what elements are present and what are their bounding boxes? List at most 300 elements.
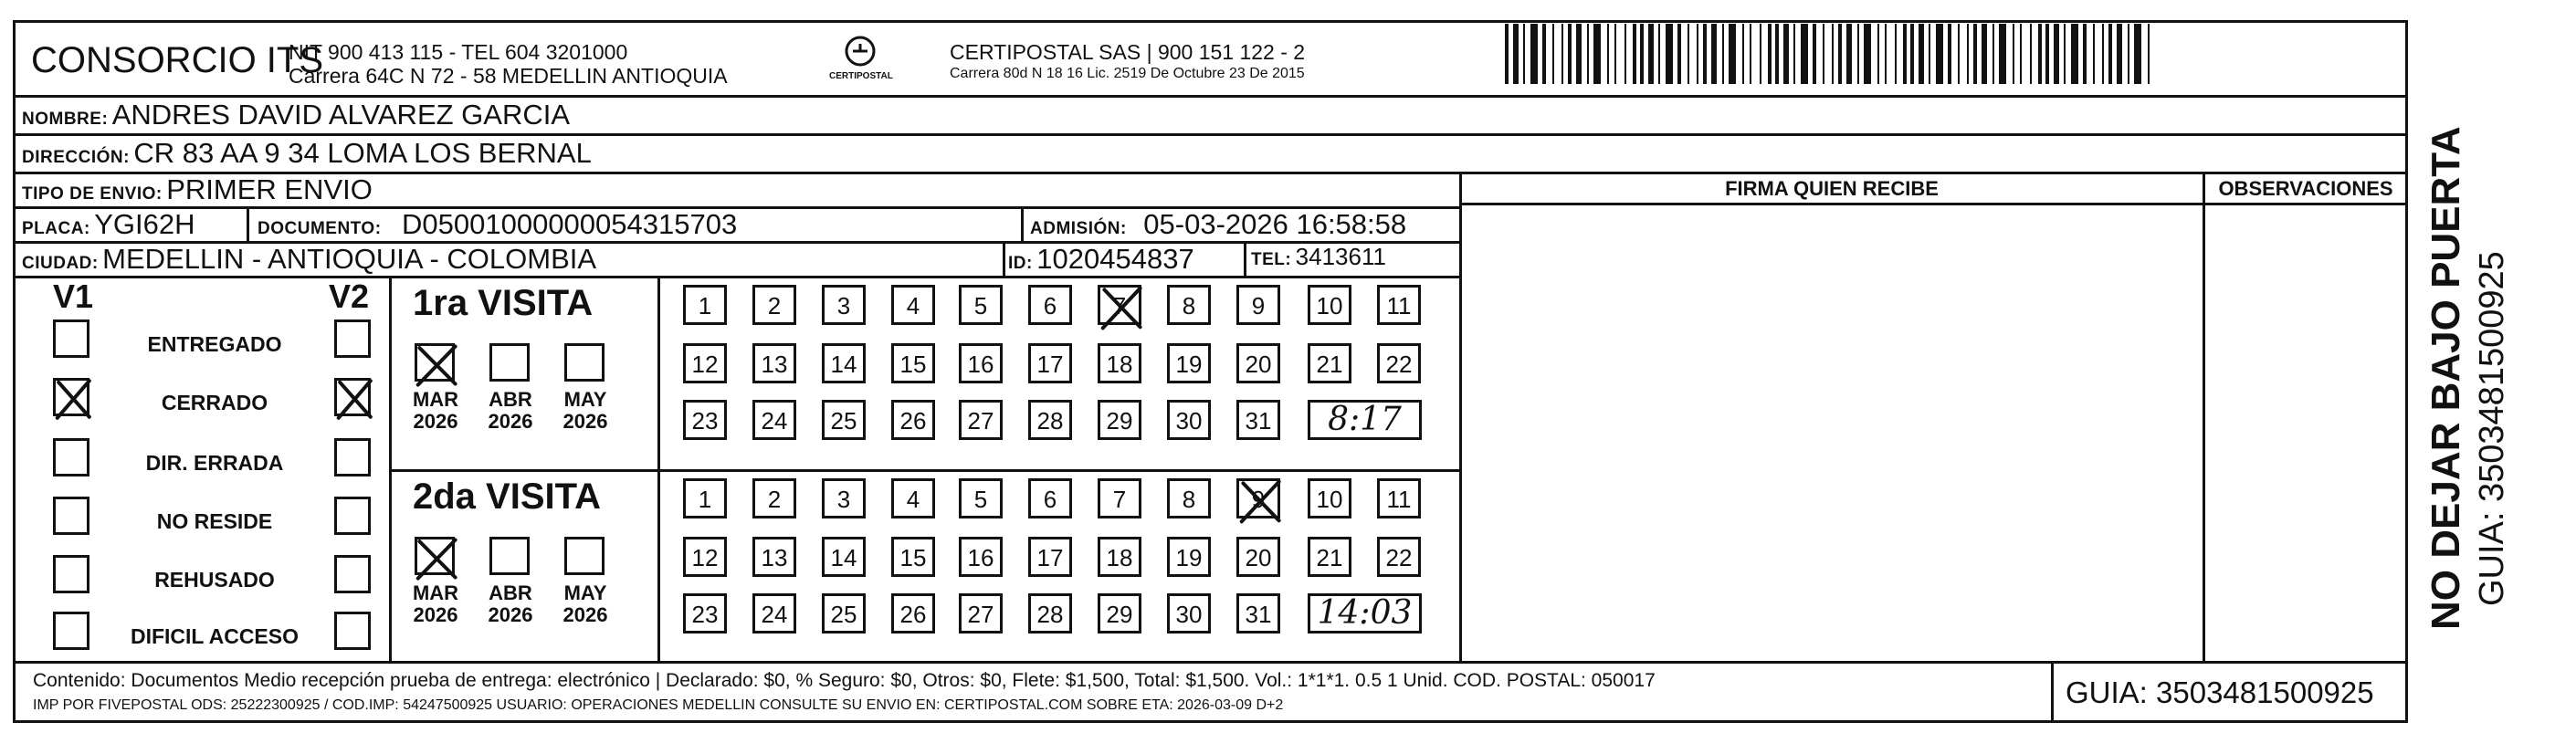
month-checkbox[interactable] bbox=[564, 343, 605, 382]
day-number: 3 bbox=[836, 486, 851, 513]
day-number: 4 bbox=[906, 292, 920, 319]
handwritten-time: 8:17 bbox=[1308, 400, 1422, 440]
day-number: 1 bbox=[698, 486, 712, 513]
cell-divider bbox=[1003, 241, 1005, 278]
nombre-value: ANDRES DAVID ALVAREZ GARCIA bbox=[111, 99, 571, 131]
day-box[interactable] bbox=[752, 285, 796, 325]
header-divider bbox=[13, 95, 2408, 98]
day-box[interactable] bbox=[1028, 400, 1072, 440]
day-number: 30 bbox=[1175, 601, 1203, 628]
check-mark-icon bbox=[1235, 476, 1287, 527]
barcode-bar bbox=[1513, 24, 1519, 84]
barcode-bar bbox=[1768, 24, 1772, 84]
day-box[interactable] bbox=[752, 400, 796, 440]
day-number: 9 bbox=[1251, 292, 1266, 319]
day-number: 31 bbox=[1245, 601, 1272, 628]
footer-line1: Contenido: Documentos Medio recepción prueba de entrega: electrónico | Declarado: $0, % Seguro: $0, Otros: $0, Flete: $1,500, Total: $1,500. Vol.: 1*1*1. 0.5 1 Unid. COD. POSTAL: 050017 bbox=[33, 670, 1656, 691]
day-number: 28 bbox=[1036, 407, 1064, 435]
v1-checkbox[interactable] bbox=[53, 438, 89, 476]
day-box[interactable] bbox=[1236, 400, 1280, 440]
barcode-bar bbox=[2071, 24, 2078, 84]
day-number: 11 bbox=[1386, 292, 1412, 319]
barcode-bar bbox=[2013, 24, 2014, 84]
barcode-bar bbox=[1624, 24, 1626, 84]
month-year: 2026 bbox=[488, 410, 533, 433]
barcode-bar bbox=[1885, 24, 1887, 84]
v2-checkbox[interactable] bbox=[334, 438, 371, 476]
tipo-value: PRIMER ENVIO bbox=[166, 173, 373, 205]
col-divider bbox=[1459, 172, 1462, 663]
day-number: 14 bbox=[830, 351, 857, 378]
firma-header: FIRMA QUIEN RECIBE bbox=[1725, 177, 1939, 200]
day-box[interactable] bbox=[959, 400, 1003, 440]
day-number: 21 bbox=[1316, 351, 1343, 378]
handwritten-time: 14:03 bbox=[1308, 593, 1422, 634]
barcode-bar bbox=[1640, 24, 1644, 84]
day-box[interactable] bbox=[959, 537, 1003, 577]
month-name: MAR bbox=[412, 581, 459, 604]
company-line2: Carrera 64C N 72 - 58 MEDELLIN ANTIOQUIA bbox=[289, 64, 728, 88]
month-name: MAR bbox=[412, 388, 459, 411]
day-number: 29 bbox=[1106, 601, 1133, 628]
id-row bbox=[1008, 243, 1194, 276]
day-number: 5 bbox=[973, 486, 988, 513]
status-label: DIR. ERRADA bbox=[145, 451, 284, 475]
day-number: 13 bbox=[761, 351, 788, 378]
barcode-bar bbox=[1929, 24, 1930, 84]
day-box[interactable] bbox=[752, 343, 796, 383]
no-dejar-bajo-puerta: NO DEJAR BAJO PUERTA bbox=[2424, 126, 2468, 630]
day-box[interactable] bbox=[822, 343, 866, 383]
visit2-title: 2da VISITA bbox=[413, 476, 601, 517]
v1-checkbox[interactable] bbox=[53, 497, 89, 535]
day-number: 22 bbox=[1385, 351, 1413, 378]
day-box[interactable] bbox=[1098, 478, 1141, 518]
barcode-bar bbox=[1750, 24, 1751, 84]
direccion-value: CR 83 AA 9 34 LOMA LOS BERNAL bbox=[133, 137, 592, 169]
barcode-bar bbox=[2045, 24, 2049, 84]
barcode-bar bbox=[1552, 24, 1554, 84]
cell-divider bbox=[1021, 206, 1024, 243]
barcode-bar bbox=[1838, 24, 1842, 84]
barcode-bar bbox=[2108, 24, 2112, 84]
day-box[interactable] bbox=[1028, 285, 1072, 325]
company-line1: NIT 900 413 115 - TEL 604 3201000 bbox=[289, 40, 628, 64]
tel-label: TEL: bbox=[1251, 250, 1292, 269]
barcode-bar bbox=[1967, 24, 1969, 84]
day-number: 12 bbox=[691, 544, 719, 571]
day-box[interactable] bbox=[1236, 478, 1280, 518]
ciudad-label: CIUDAD: bbox=[22, 254, 99, 273]
barcode-bar bbox=[2128, 24, 2129, 84]
day-number: 14 bbox=[830, 544, 857, 571]
day-box[interactable] bbox=[891, 343, 935, 383]
day-number: 28 bbox=[1036, 601, 1064, 628]
check-mark-icon bbox=[1097, 282, 1148, 333]
barcode-bar bbox=[2148, 24, 2150, 84]
month-checkbox[interactable] bbox=[489, 537, 530, 575]
check-mark-icon bbox=[412, 534, 463, 583]
col-head-divider bbox=[1459, 203, 2408, 205]
v1-heading: V1 bbox=[53, 278, 94, 315]
barcode-bar bbox=[2054, 24, 2059, 84]
ciudad-row bbox=[22, 243, 596, 276]
day-number: 26 bbox=[899, 601, 927, 628]
day-box[interactable] bbox=[822, 593, 866, 634]
day-number: 18 bbox=[1106, 544, 1133, 571]
month-checkbox[interactable] bbox=[489, 343, 530, 382]
day-number: 19 bbox=[1175, 544, 1203, 571]
day-box[interactable] bbox=[683, 478, 727, 518]
barcode-bar bbox=[1561, 24, 1563, 84]
day-box[interactable] bbox=[959, 343, 1003, 383]
day-box[interactable] bbox=[1167, 285, 1211, 325]
day-box[interactable] bbox=[822, 285, 866, 325]
admision-row bbox=[1030, 208, 1406, 241]
day-number: 25 bbox=[830, 601, 857, 628]
tipo-row bbox=[22, 173, 373, 206]
status-label: ENTREGADO bbox=[147, 332, 282, 356]
day-box[interactable] bbox=[683, 285, 727, 325]
barcode-bar bbox=[1648, 24, 1654, 84]
barcode-bar bbox=[1658, 24, 1660, 84]
documento-label: DOCUMENTO: bbox=[258, 219, 382, 238]
day-box[interactable] bbox=[1236, 343, 1280, 383]
ciudad-value: MEDELLIN - ANTIOQUIA - COLOMBIA bbox=[102, 243, 597, 275]
day-box[interactable] bbox=[1308, 478, 1351, 518]
barcode-bar bbox=[1697, 24, 1698, 84]
day-box[interactable] bbox=[1028, 478, 1072, 518]
day-box[interactable] bbox=[683, 343, 727, 383]
day-number: 11 bbox=[1386, 486, 1412, 513]
day-box[interactable] bbox=[1308, 537, 1351, 577]
status-label: NO RESIDE bbox=[156, 509, 273, 533]
day-box[interactable] bbox=[1236, 593, 1280, 634]
barcode-bar bbox=[1999, 24, 2006, 84]
company-name: CONSORCIO ITS bbox=[31, 40, 324, 80]
barcode-bar bbox=[2134, 24, 2141, 84]
barcode-bar bbox=[1793, 24, 1795, 84]
day-box[interactable] bbox=[891, 478, 935, 518]
v2-checkbox[interactable] bbox=[334, 378, 371, 416]
month-label bbox=[404, 582, 468, 626]
barcode-bar bbox=[1948, 24, 1951, 84]
day-number: 16 bbox=[967, 544, 994, 571]
day-box[interactable] bbox=[1098, 537, 1141, 577]
day-box[interactable] bbox=[1377, 537, 1421, 577]
certipostal-logo bbox=[829, 35, 893, 89]
day-number: 9 bbox=[1251, 486, 1266, 513]
barcode-bar bbox=[1593, 24, 1601, 84]
day-number: 15 bbox=[899, 351, 927, 378]
barcode-bar bbox=[1607, 24, 1609, 84]
month-checkbox[interactable] bbox=[564, 537, 605, 575]
day-number: 8 bbox=[1182, 486, 1196, 513]
day-number: 8 bbox=[1182, 292, 1196, 319]
month-label bbox=[553, 389, 617, 433]
barcode-bar bbox=[1775, 24, 1779, 84]
day-box[interactable] bbox=[1236, 537, 1280, 577]
row-divider bbox=[13, 133, 2408, 136]
check-mark-icon bbox=[52, 375, 96, 423]
day-box[interactable] bbox=[1028, 537, 1072, 577]
day-box[interactable] bbox=[1167, 400, 1211, 440]
id-value: 1020454837 bbox=[1036, 243, 1194, 275]
day-box[interactable] bbox=[1167, 537, 1211, 577]
logo-icon bbox=[835, 35, 886, 71]
barcode-bar bbox=[1857, 24, 1859, 84]
direccion-row bbox=[22, 137, 592, 170]
day-box[interactable] bbox=[891, 593, 935, 634]
carrier-line2: Carrera 80d N 18 16 Lic. 2519 De Octubre 23 De 2015 bbox=[950, 66, 1305, 81]
barcode-bar bbox=[1703, 24, 1707, 84]
month-label bbox=[404, 389, 468, 433]
visit1-title: 1ra VISITA bbox=[413, 283, 594, 323]
barcode-bar bbox=[1666, 24, 1673, 84]
v2-checkbox[interactable] bbox=[334, 612, 371, 650]
barcode-bar bbox=[1633, 24, 1636, 84]
nombre-row bbox=[22, 99, 570, 131]
day-number: 27 bbox=[967, 601, 994, 628]
status-label: REHUSADO bbox=[154, 568, 275, 592]
day-box[interactable] bbox=[1028, 343, 1072, 383]
day-box[interactable] bbox=[1236, 285, 1280, 325]
day-box[interactable] bbox=[1098, 400, 1141, 440]
day-box[interactable] bbox=[1098, 593, 1141, 634]
day-number: 10 bbox=[1316, 292, 1343, 319]
barcode-bar bbox=[1877, 24, 1879, 84]
day-number: 12 bbox=[691, 351, 719, 378]
day-number: 7 bbox=[1112, 486, 1127, 513]
firma-area[interactable] bbox=[1463, 206, 2201, 661]
month-year: 2026 bbox=[413, 603, 458, 626]
day-number: 21 bbox=[1316, 544, 1343, 571]
day-number: 10 bbox=[1316, 486, 1343, 513]
barcode-bar bbox=[2102, 24, 2104, 84]
barcode-bar bbox=[1919, 24, 1924, 84]
admision-value: 05-03-2026 16:58:58 bbox=[1143, 208, 1407, 240]
day-number: 7 bbox=[1112, 292, 1127, 319]
barcode-bar bbox=[1903, 24, 1907, 84]
documento-row bbox=[258, 208, 737, 241]
barcode-bar bbox=[1813, 24, 1816, 84]
barcode-bar bbox=[1614, 24, 1616, 84]
status-label: CERRADO bbox=[161, 391, 268, 414]
barcode bbox=[1505, 24, 2155, 84]
documento-value: D05001000000054315703 bbox=[402, 208, 738, 240]
day-number: 16 bbox=[967, 351, 994, 378]
placa-value: YGI62H bbox=[94, 208, 195, 240]
barcode-bar bbox=[1982, 24, 1987, 84]
month-year: 2026 bbox=[563, 603, 608, 626]
barcode-bar bbox=[1801, 24, 1808, 84]
barcode-bar bbox=[1832, 24, 1834, 84]
day-number: 2 bbox=[767, 486, 782, 513]
day-box[interactable] bbox=[959, 593, 1003, 634]
day-box[interactable] bbox=[1377, 343, 1421, 383]
v1-checkbox[interactable] bbox=[53, 555, 89, 593]
day-number: 5 bbox=[973, 292, 988, 319]
month-year: 2026 bbox=[488, 603, 533, 626]
nombre-label: NOMBRE: bbox=[22, 110, 109, 129]
month-year: 2026 bbox=[413, 410, 458, 433]
logo-caption: CERTIPOSTAL bbox=[829, 71, 893, 81]
day-box[interactable] bbox=[959, 478, 1003, 518]
day-number: 25 bbox=[830, 407, 857, 435]
barcode-bar bbox=[1973, 24, 1977, 84]
day-number: 17 bbox=[1036, 544, 1064, 571]
day-number: 31 bbox=[1245, 407, 1272, 435]
side-guia: GUIA: 3503481500925 bbox=[2473, 251, 2511, 606]
v1-checkbox[interactable] bbox=[53, 319, 89, 358]
placa-label: PLACA: bbox=[22, 219, 90, 238]
day-box[interactable] bbox=[891, 400, 935, 440]
day-number: 1 bbox=[698, 292, 712, 319]
month-year: 2026 bbox=[563, 410, 608, 433]
day-box[interactable] bbox=[1308, 343, 1351, 383]
day-box[interactable] bbox=[683, 537, 727, 577]
day-number: 19 bbox=[1175, 351, 1203, 378]
barcode-bar bbox=[1688, 24, 1689, 84]
month-name: ABR bbox=[489, 388, 532, 411]
barcode-bar bbox=[1711, 24, 1717, 84]
barcode-bar bbox=[1722, 24, 1724, 84]
day-box[interactable] bbox=[752, 478, 796, 518]
barcode-bar bbox=[1742, 24, 1744, 84]
tel-row bbox=[1251, 243, 1386, 271]
barcode-bar bbox=[2064, 24, 2066, 84]
day-box[interactable] bbox=[1167, 593, 1211, 634]
v2-checkbox[interactable] bbox=[334, 497, 371, 535]
v1-checkbox[interactable] bbox=[53, 612, 89, 650]
day-box[interactable] bbox=[752, 593, 796, 634]
barcode-bar bbox=[1523, 24, 1525, 84]
barcode-bar bbox=[1846, 24, 1852, 84]
observaciones-header: OBSERVACIONES bbox=[2218, 177, 2393, 200]
barcode-bar bbox=[1576, 24, 1582, 84]
admision-label: ADMISIÓN: bbox=[1030, 219, 1127, 238]
observaciones-area[interactable] bbox=[2206, 206, 2405, 661]
day-number: 3 bbox=[836, 292, 851, 319]
guia-number: GUIA: 3503481500925 bbox=[2066, 675, 2374, 709]
placa-row bbox=[22, 208, 195, 241]
barcode-bar bbox=[2093, 24, 2095, 84]
barcode-bar bbox=[1760, 24, 1761, 84]
day-number: 22 bbox=[1385, 544, 1413, 571]
day-number: 15 bbox=[899, 544, 927, 571]
day-number: 17 bbox=[1036, 351, 1064, 378]
barcode-bar bbox=[2083, 24, 2087, 84]
footer-line2: IMP POR FIVEPOSTAL ODS: 25222300925 / COD.IMP: 54247500925 USUARIO: OPERACIONES MEDELLIN CONSULTE SU ENVIO EN: CERTIPOSTAL.COM SOBRE ETA: 2026-03-09 D+2 bbox=[33, 697, 1284, 713]
day-number: 20 bbox=[1245, 351, 1272, 378]
month-label bbox=[478, 582, 542, 626]
v2-checkbox[interactable] bbox=[334, 319, 371, 358]
barcode-bar bbox=[1729, 24, 1736, 84]
month-name: MAY bbox=[563, 581, 607, 604]
day-box[interactable] bbox=[683, 593, 727, 634]
month-name: MAY bbox=[563, 388, 607, 411]
barcode-bar bbox=[1505, 24, 1509, 84]
barcode-bar bbox=[1992, 24, 1994, 84]
col-divider bbox=[2203, 172, 2205, 663]
day-number: 23 bbox=[691, 407, 719, 435]
barcode-bar bbox=[2117, 24, 2122, 84]
id-label: ID: bbox=[1008, 254, 1033, 273]
barcode-bar bbox=[1542, 24, 1546, 84]
day-box[interactable] bbox=[1377, 285, 1421, 325]
day-box[interactable] bbox=[1028, 593, 1072, 634]
barcode-bar bbox=[1823, 24, 1824, 84]
month-label bbox=[478, 389, 542, 433]
day-box[interactable] bbox=[1167, 343, 1211, 383]
carrier-line1: CERTIPOSTAL SAS | 900 151 122 - 2 bbox=[950, 40, 1306, 64]
day-number: 6 bbox=[1043, 486, 1057, 513]
day-number: 24 bbox=[761, 407, 788, 435]
day-box[interactable] bbox=[1377, 478, 1421, 518]
day-box[interactable] bbox=[822, 400, 866, 440]
barcode-bar bbox=[1568, 24, 1572, 84]
barcode-bar bbox=[1587, 24, 1589, 84]
direccion-label: DIRECCIÓN: bbox=[22, 148, 130, 167]
barcode-bar bbox=[1958, 24, 1960, 84]
v1-checkbox[interactable] bbox=[53, 378, 89, 416]
day-number: 29 bbox=[1106, 407, 1133, 435]
barcode-bar bbox=[1936, 24, 1943, 84]
barcode-bar bbox=[2030, 24, 2032, 84]
month-checkbox[interactable] bbox=[415, 537, 455, 575]
check-mark-icon bbox=[333, 375, 377, 423]
day-box[interactable] bbox=[822, 537, 866, 577]
day-box[interactable] bbox=[1308, 285, 1351, 325]
cell-divider bbox=[1244, 241, 1246, 278]
barcode-bar bbox=[1783, 24, 1789, 84]
day-number: 30 bbox=[1175, 407, 1203, 435]
day-number: 24 bbox=[761, 601, 788, 628]
status-label: DIFICIL ACCESO bbox=[130, 624, 299, 648]
v2-heading: V2 bbox=[329, 278, 370, 315]
footer-divider bbox=[13, 661, 2408, 664]
day-number: 26 bbox=[899, 407, 927, 435]
barcode-bar bbox=[2020, 24, 2022, 84]
day-number: 23 bbox=[691, 601, 719, 628]
barcode-bar bbox=[1677, 24, 1681, 84]
day-box[interactable] bbox=[1098, 343, 1141, 383]
day-box[interactable] bbox=[891, 537, 935, 577]
day-box[interactable] bbox=[959, 285, 1003, 325]
barcode-bar bbox=[2038, 24, 2042, 84]
day-number: 18 bbox=[1106, 351, 1133, 378]
barcode-bar bbox=[1910, 24, 1914, 84]
day-number: 2 bbox=[767, 292, 782, 319]
day-box[interactable] bbox=[1098, 285, 1141, 325]
month-checkbox[interactable] bbox=[415, 343, 455, 382]
day-box[interactable] bbox=[683, 400, 727, 440]
check-mark-icon bbox=[412, 340, 463, 390]
day-number: 20 bbox=[1245, 544, 1272, 571]
day-box[interactable] bbox=[822, 478, 866, 518]
barcode-bar bbox=[1895, 24, 1897, 84]
day-number: 4 bbox=[906, 486, 920, 513]
day-box[interactable] bbox=[752, 537, 796, 577]
month-label bbox=[553, 582, 617, 626]
day-box[interactable] bbox=[1167, 478, 1211, 518]
day-number: 13 bbox=[761, 544, 788, 571]
tel-value: 3413611 bbox=[1295, 243, 1386, 270]
day-box[interactable] bbox=[891, 285, 935, 325]
v2-checkbox[interactable] bbox=[334, 555, 371, 593]
day-number: 27 bbox=[967, 407, 994, 435]
day-number: 6 bbox=[1043, 292, 1057, 319]
